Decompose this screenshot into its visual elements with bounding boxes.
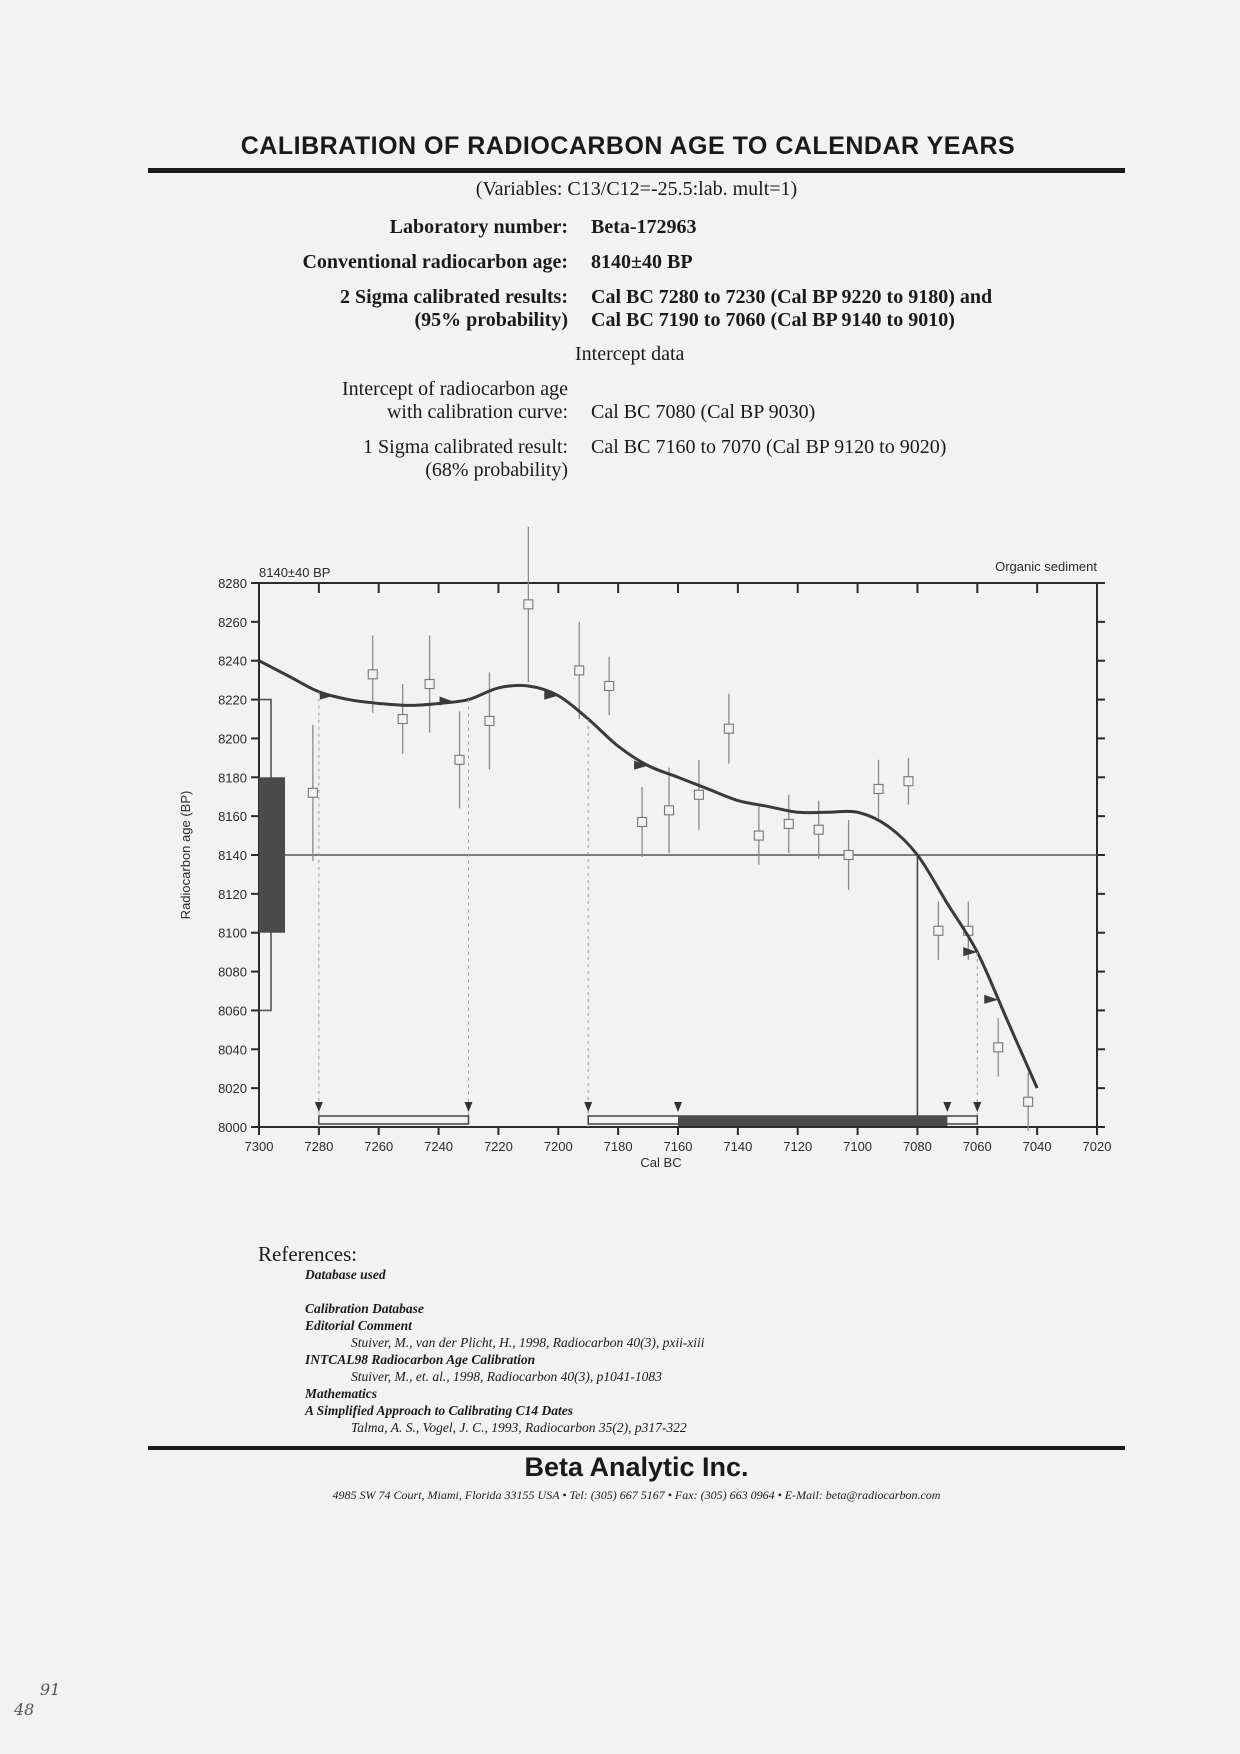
intercept-label-line-2: with calibration curve:	[386, 401, 568, 423]
range-end-marker	[315, 1102, 323, 1112]
x-tick-label: 7060	[962, 1139, 992, 1154]
intercept-heading: Intercept data	[575, 343, 685, 365]
calibration-curve	[259, 661, 1037, 1088]
two-sigma-label-line-1: 2 Sigma calibrated results:	[340, 286, 568, 308]
data-point	[524, 600, 533, 609]
conventional-age-value: 8140±40 BP	[591, 251, 693, 273]
data-point	[1024, 1097, 1033, 1106]
y-tick-label: 8240	[218, 653, 247, 669]
two-sigma-value-line-1: Cal BC 7280 to 7230 (Cal BP 9220 to 9180) and	[591, 286, 993, 308]
data-point	[694, 790, 703, 799]
x-tick-label: 7280	[304, 1139, 334, 1154]
one-sigma-value: Cal BC 7160 to 7070 (Cal BP 9120 to 9020)	[591, 436, 947, 458]
bottom-rule	[148, 1446, 1125, 1450]
data-point	[754, 831, 763, 840]
data-point	[308, 788, 317, 797]
reference-line: Mathematics	[305, 1386, 378, 1401]
x-tick-label: 7260	[364, 1139, 394, 1154]
intercept-label-line-1: Intercept of radiocarbon age	[342, 378, 568, 400]
data-point	[934, 926, 943, 935]
data-point	[994, 1043, 1003, 1052]
reference-line: Stuiver, M., et. al., 1998, Radiocarbon 40(3), p1041-1083	[351, 1369, 662, 1384]
x-tick-label: 7220	[483, 1139, 513, 1154]
lab-number-value: Beta-172963	[591, 216, 697, 238]
x-tick-label: 7240	[424, 1139, 454, 1154]
data-point	[874, 784, 883, 793]
y-tick-label: 8160	[218, 809, 247, 825]
handwritten-note-1: 91	[40, 1680, 61, 1699]
range-end-marker	[584, 1102, 592, 1112]
range-end-marker	[674, 1102, 682, 1112]
y-tick-label: 8200	[218, 731, 247, 747]
company-address: 4985 SW 74 Court, Miami, Florida 33155 USA • Tel: (305) 667 5167 • Fax: (305) 663 0964 • E-Mail: beta@radiocarbon.com	[332, 1488, 941, 1502]
x-tick-label: 7040	[1022, 1139, 1052, 1154]
variables-line: (Variables: C13/C12=-25.5:lab. mult=1)	[475, 178, 798, 200]
one-sigma-age-bar	[259, 777, 285, 932]
conventional-age-label: Conventional radiocarbon age:	[302, 251, 568, 273]
chart-title-left: 8140±40 BP	[259, 565, 331, 580]
one-sigma-calendar-range	[678, 1116, 947, 1126]
y-tick-label: 8100	[218, 925, 247, 941]
y-tick-label: 8080	[218, 964, 247, 980]
reference-line: INTCAL98 Radiocarbon Age Calibration	[305, 1352, 536, 1367]
data-point	[638, 817, 647, 826]
handwritten-note-2: 48	[14, 1700, 35, 1719]
data-point	[575, 666, 584, 675]
reference-line: Calibration Database	[305, 1301, 424, 1316]
one-sigma-label-line-2: (68% probability)	[425, 459, 568, 481]
y-tick-label: 8260	[218, 614, 247, 630]
curve-marker	[320, 691, 334, 700]
x-tick-label: 7020	[1082, 1139, 1112, 1154]
y-tick-label: 8220	[218, 692, 247, 708]
chart-title-right: Organic sediment	[995, 559, 1097, 574]
y-tick-label: 8060	[218, 1003, 247, 1019]
two-sigma-calendar-range	[319, 1116, 469, 1124]
intercept-value: Cal BC 7080 (Cal BP 9030)	[591, 401, 816, 423]
data-point	[814, 825, 823, 834]
data-point	[368, 670, 377, 679]
x-tick-label: 7100	[843, 1139, 873, 1154]
y-tick-label: 8140	[218, 848, 247, 863]
data-point	[485, 716, 494, 725]
x-tick-label: 7080	[902, 1139, 932, 1154]
data-point	[784, 819, 793, 828]
data-point	[425, 680, 434, 689]
reference-line: Editorial Comment	[305, 1318, 412, 1333]
two-sigma-value-line-2: Cal BC 7190 to 7060 (Cal BP 9140 to 9010)	[591, 309, 955, 331]
y-axis-label: Radiocarbon age (BP)	[178, 790, 193, 920]
y-tick-label: 8180	[218, 770, 247, 786]
reference-line: A Simplified Approach to Calibrating C14 Dates	[305, 1403, 574, 1418]
data-point	[665, 806, 674, 815]
range-end-marker	[943, 1102, 951, 1112]
reference-line: Stuiver, M., van der Plicht, H., 1998, Radiocarbon 40(3), pxii-xiii	[351, 1335, 705, 1350]
range-end-marker	[973, 1102, 981, 1112]
data-point	[724, 724, 733, 733]
x-tick-label: 7120	[783, 1139, 813, 1154]
y-tick-label: 8280	[218, 576, 247, 591]
y-tick-label: 8040	[218, 1042, 247, 1058]
reference-line	[305, 1283, 705, 1300]
reference-line: Talma, A. S., Vogel, J. C., 1993, Radiocarbon 35(2), p317-322	[351, 1420, 687, 1435]
page-title: CALIBRATION OF RADIOCARBON AGE TO CALENDAR YEARS	[240, 132, 1016, 160]
x-tick-label: 7300	[244, 1139, 274, 1154]
range-end-marker	[465, 1102, 473, 1112]
y-tick-label: 8020	[218, 1081, 247, 1097]
data-point	[904, 777, 913, 786]
data-point	[455, 755, 464, 764]
references-title: References:	[258, 1242, 358, 1266]
references-list	[305, 1266, 705, 1436]
x-tick-label: 7200	[543, 1139, 573, 1154]
data-point	[398, 715, 407, 724]
one-sigma-label-line-1: 1 Sigma calibrated result:	[363, 436, 568, 458]
y-tick-label: 8000	[218, 1120, 247, 1135]
two-sigma-label-line-2: (95% probability)	[414, 309, 568, 331]
x-tick-label: 7180	[603, 1139, 633, 1154]
x-tick-label: 7160	[663, 1139, 693, 1154]
y-tick-label: 8120	[218, 886, 247, 902]
data-point	[844, 851, 853, 860]
company-name: Beta Analytic Inc.	[524, 1452, 749, 1482]
reference-line: Database used	[305, 1267, 386, 1282]
lab-number-label: Laboratory number:	[389, 216, 568, 238]
data-point	[605, 681, 614, 690]
x-axis-label: Cal BC	[640, 1155, 682, 1170]
x-tick-label: 7140	[723, 1139, 753, 1154]
